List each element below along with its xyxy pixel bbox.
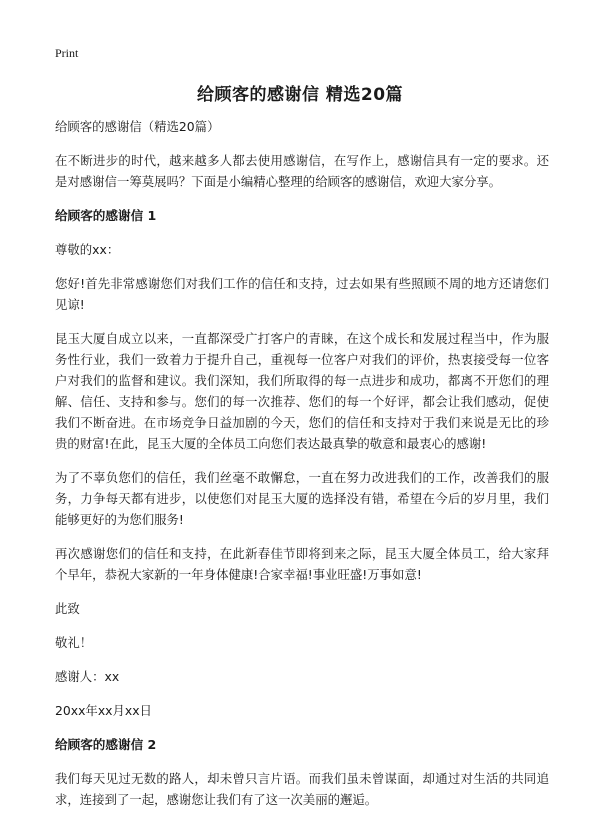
letter-greeting: 尊敬的xx： — [55, 242, 120, 257]
letter-heading: 给顾客的感谢信 1 — [55, 208, 157, 223]
letter-signature: 感谢人：xx — [55, 669, 120, 684]
letter-paragraph: 再次感谢您们的信任和支持，在此新春佳节即将到来之际，昆玉大厦全体员工，给大家拜个早年，恭祝大家新的一年身体健康!合家幸福!事业旺盛!万事如意! — [55, 546, 549, 582]
letter-paragraph: 为了不辜负您们的信任，我们丝毫不敢懈怠，一直在努力改进我们的工作，改善我们的服务，力争每天都有进步，以使您们对昆玉大厦的选择没有错，希望在今后的岁月里，我们能够更好的为您们服务! — [55, 470, 549, 527]
print-link[interactable]: Print — [55, 46, 79, 60]
letter-paragraph: 您好!首先非常感谢您们对我们工作的信任和支持，过去如果有些照顾不周的地方还请您们见谅! — [55, 276, 549, 312]
letter-paragraph: 昆玉大厦自成立以来，一直都深受广打客户的青睐，在这个成长和发展过程当中，作为服务性行业，我们一致着力于提升自己，重视每一位客户对我们的评价，热衷接受每一位客户对我们的监督和建议。我们深知，我们所取得的每一点进步和成功，都离不开您们的理解、信任、支持和参与。您们的每一次推荐、您们的每一个好评，都会让我们感动，促使我们不断奋进。在市场竞争日益加剧的今天，您们的信任和支持对于我们来说是无比的珍贵的财富!在此，昆玉大厦的全体员工向您们表达最真挚的敬意和最衷心的感谢! — [55, 331, 549, 451]
letter-salute: 敬礼！ — [55, 635, 93, 650]
document-subtitle: 给顾客的感谢信（精选20篇） — [55, 119, 220, 134]
document-body — [55, 116, 549, 823]
intro-paragraph: 在不断进步的时代，越来越多人都去使用感谢信，在写作上，感谢信具有一定的要求。还是对感谢信一筹莫展吗？下面是小编精心整理的给顾客的感谢信，欢迎大家分享。 — [55, 153, 549, 189]
letter-paragraph: 我们每天见过无数的路人，却未曾只言片语。而我们虽未曾谋面，却通过对生活的共同追求，连接到了一起，感谢您让我们有了这一次美丽的邂逅。 — [55, 771, 549, 807]
letter-closing: 此致 — [55, 601, 80, 616]
letter-date: 20xx年xx月xx日 — [55, 703, 152, 718]
letter-heading: 给顾客的感谢信 2 — [55, 737, 157, 752]
page-title: 给顾客的感谢信 精选20篇 — [196, 85, 404, 105]
